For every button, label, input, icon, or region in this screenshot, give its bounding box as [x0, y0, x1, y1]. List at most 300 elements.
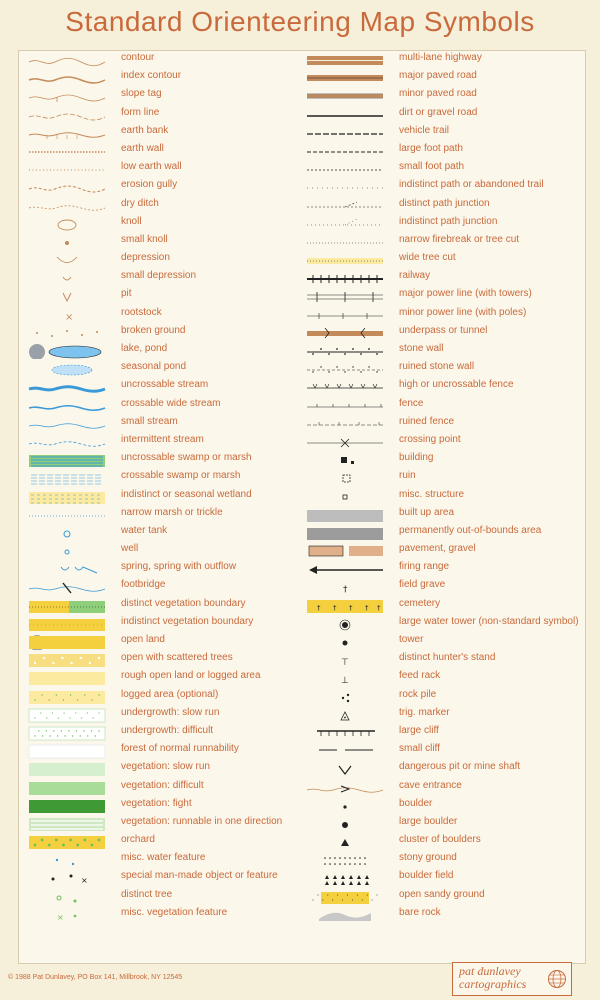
legend-label: stony ground — [399, 852, 457, 864]
trig-marker-icon — [305, 707, 385, 723]
legend-row — [305, 451, 585, 469]
legend-label: railway — [399, 270, 431, 282]
legend-row — [25, 451, 295, 469]
water-tower-icon — [305, 616, 385, 632]
legend-label: seasonal pond — [121, 361, 187, 373]
undergrowth-difficult-icon — [27, 725, 107, 741]
legend-label: narrow marsh or trickle — [121, 506, 223, 518]
legend-label: undergrowth: difficult — [121, 724, 214, 736]
earth-wall-icon — [27, 143, 107, 159]
knoll-icon — [27, 216, 107, 232]
legend-label: boulder — [399, 797, 433, 809]
major-power-icon — [305, 288, 385, 304]
open-scattered-icon — [27, 652, 107, 668]
stony-ground-icon — [305, 852, 385, 868]
legend-row — [25, 378, 295, 396]
legend-label: large water tower (non-standard symbol) — [399, 615, 579, 627]
legend-label: cemetery — [399, 597, 441, 609]
rootstock-icon — [27, 307, 107, 323]
legend-row — [305, 724, 585, 742]
high-fence-icon — [305, 379, 385, 395]
small-path-icon — [305, 161, 385, 177]
legend-label: large foot path — [399, 142, 463, 154]
legend-row — [305, 542, 585, 560]
legend-row — [305, 488, 585, 506]
legend-label: large boulder — [399, 815, 458, 827]
legend-row — [25, 688, 295, 706]
orchard-icon — [27, 834, 107, 850]
rock-pile-icon — [305, 689, 385, 705]
legend-row — [25, 506, 295, 524]
legend-row — [305, 69, 585, 87]
copyright-footer: © 1988 Pat Dunlavey, PO Box 141, Millbrook, NY 12545 — [8, 974, 183, 981]
legend-row — [25, 178, 295, 196]
legend-label: undergrowth: slow run — [121, 706, 220, 718]
legend-row — [305, 269, 585, 287]
uncrossable-swamp-icon — [27, 452, 107, 468]
legend-row — [305, 178, 585, 196]
special-manmade-icon — [27, 870, 107, 886]
spring-icon — [27, 561, 107, 577]
legend-label: pit — [121, 288, 132, 300]
bare-rock-icon — [305, 907, 385, 923]
major-road-icon — [305, 70, 385, 86]
legend-row — [25, 779, 295, 797]
svg-text:†: † — [333, 603, 337, 612]
legend-row — [305, 578, 585, 596]
broken-ground-icon — [27, 325, 107, 341]
uncrossable-stream-icon — [27, 379, 107, 395]
legend-label: cluster of boulders — [399, 834, 481, 846]
legend-row — [25, 142, 295, 160]
legend-row — [25, 742, 295, 760]
legend-label: crossing point — [399, 433, 461, 445]
legend-label: special man-made object or feature — [121, 870, 278, 882]
legend-label: stone wall — [399, 343, 444, 354]
legend-row — [305, 833, 585, 851]
misc-veg-icon — [27, 907, 107, 923]
legend-label: rough open land or logged area — [121, 670, 261, 682]
indistinct-junction-icon — [305, 216, 385, 232]
legend-label: high or uncrossable fence — [399, 379, 514, 391]
svg-text:†: † — [317, 603, 321, 612]
legend-label: indistinct path junction — [399, 215, 498, 227]
legend-row — [25, 615, 295, 633]
ruined-wall-icon — [305, 361, 385, 377]
legend-label: crossable swamp or marsh — [121, 470, 241, 482]
legend-row — [25, 797, 295, 815]
legend-row — [305, 869, 585, 887]
legend-row — [25, 87, 295, 105]
wide-cut-icon — [305, 252, 385, 268]
legend-label: vehicle trail — [399, 124, 450, 136]
dry-ditch-icon — [27, 198, 107, 214]
legend-row — [305, 360, 585, 378]
legend-label: building — [399, 452, 434, 464]
misc-water-icon — [27, 852, 107, 868]
intermittent-stream-icon — [27, 434, 107, 450]
legend-label: well — [121, 543, 139, 555]
large-cliff-icon — [305, 725, 385, 741]
pit-icon — [27, 288, 107, 304]
wetland-icon — [27, 489, 107, 505]
legend-row — [25, 888, 295, 906]
legend-label: misc. water feature — [121, 852, 206, 864]
legend-row — [305, 615, 585, 633]
legend-label: distinct tree — [121, 888, 173, 900]
legend-row — [305, 760, 585, 778]
legend-label: open with scattered trees — [121, 652, 233, 664]
legend-label: wide tree cut — [399, 252, 456, 264]
legend-row — [305, 779, 585, 797]
legend-row — [305, 51, 585, 69]
legend-row — [25, 833, 295, 851]
legend-label: field grave — [399, 579, 446, 591]
form-line-icon — [27, 107, 107, 123]
legend-label: earth bank — [121, 124, 169, 136]
legend-row — [305, 633, 585, 651]
small-depression-icon — [27, 270, 107, 286]
misc-structure-icon — [305, 489, 385, 505]
legend-row — [25, 342, 295, 360]
pavement-icon — [305, 543, 385, 559]
svg-text:†: † — [377, 603, 381, 612]
legend-row — [25, 906, 295, 924]
legend-label: lake, pond — [121, 343, 168, 354]
legend-label: small depression — [121, 270, 197, 282]
low-earth-wall-icon — [27, 161, 107, 177]
page-title: Standard Orienteering Map Symbols — [65, 6, 535, 37]
legend-row — [305, 524, 585, 542]
small-stream-icon — [27, 416, 107, 432]
legend-label: cave entrance — [399, 779, 462, 791]
legend-label: misc. structure — [399, 488, 465, 500]
legend-row — [25, 233, 295, 251]
minor-power-icon — [305, 307, 385, 323]
legend-row — [25, 651, 295, 669]
stone-wall-icon — [305, 343, 385, 359]
legend-label: broken ground — [121, 324, 186, 336]
legend-row — [305, 560, 585, 578]
erosion-gully-icon — [27, 179, 107, 195]
legend-row — [305, 124, 585, 142]
legend-label: footbridge — [121, 579, 166, 591]
svg-text:†: † — [343, 585, 348, 596]
undergrowth-slow-icon — [27, 707, 107, 723]
feed-rack-icon — [305, 670, 385, 686]
veg-fight-icon — [27, 798, 107, 814]
legend-row — [25, 106, 295, 124]
legend-label: forest of normal runnability — [121, 743, 239, 755]
legend-row — [305, 815, 585, 833]
index-contour-icon — [27, 70, 107, 86]
legend-row — [305, 233, 585, 251]
legend-row — [25, 669, 295, 687]
legend-label: fence — [399, 397, 424, 409]
legend-label: crossable wide stream — [121, 397, 221, 409]
legend-row — [305, 324, 585, 342]
legend-row — [305, 215, 585, 233]
veg-difficult-icon — [27, 780, 107, 796]
distinct-veg-boundary-icon — [27, 598, 107, 614]
firebreak-icon — [305, 234, 385, 250]
contour-icon — [27, 52, 107, 68]
legend-label: major power line (with towers) — [399, 288, 532, 300]
legend-row — [25, 597, 295, 615]
legend-row — [25, 160, 295, 178]
veg-one-direction-icon — [27, 816, 107, 832]
legend-label: open sandy ground — [399, 888, 485, 900]
legend-row — [305, 106, 585, 124]
legend-panel — [18, 50, 586, 964]
globe-icon — [547, 969, 567, 989]
legend-row — [305, 306, 585, 324]
legend-row — [305, 506, 585, 524]
legend-label: orchard — [121, 834, 155, 846]
built-up-icon — [305, 507, 385, 523]
boulder-field-icon — [305, 870, 385, 886]
svg-text:†: † — [365, 603, 369, 612]
legend-label: vegetation: difficult — [121, 779, 204, 791]
legend-row — [305, 433, 585, 451]
legend-label: spring, spring with outflow — [121, 561, 237, 573]
cemetery-icon — [305, 598, 385, 614]
crossable-wide-stream-icon — [27, 398, 107, 414]
legend-label: bare rock — [399, 906, 441, 918]
legend-label: open land — [121, 634, 165, 645]
legend-row — [25, 397, 295, 415]
lake-icon — [27, 343, 107, 359]
svg-text:×: × — [65, 311, 74, 323]
ruin-icon — [305, 470, 385, 486]
large-path-icon — [305, 143, 385, 159]
legend-label: built up area — [399, 506, 455, 518]
legend-label: indistinct or seasonal wetland — [121, 488, 252, 500]
legend-row — [25, 197, 295, 215]
legend-label: firing range — [399, 561, 450, 573]
legend-label: feed rack — [399, 670, 441, 682]
legend-row — [305, 797, 585, 815]
legend-label: earth wall — [121, 142, 164, 154]
crossing-point-icon — [305, 434, 385, 450]
legend-label: minor power line (with poles) — [399, 306, 527, 318]
legend-label: vegetation: fight — [121, 797, 192, 809]
legend-label: dangerous pit or mine shaft — [399, 761, 521, 773]
legend-label: minor paved road — [399, 88, 477, 100]
legend-row — [25, 542, 295, 560]
legend-label: uncrossable swamp or marsh — [121, 452, 252, 464]
brand-line-2: cartographics — [459, 977, 527, 991]
boulder-icon — [305, 798, 385, 814]
legend-label: distinct path junction — [399, 197, 490, 209]
legend-label: small cliff — [399, 743, 440, 755]
legend-row — [305, 669, 585, 687]
legend-row — [305, 742, 585, 760]
svg-text:×: × — [81, 876, 88, 886]
legend-label: small knoll — [121, 233, 168, 245]
legend-row — [25, 488, 295, 506]
legend-label: vegetation: slow run — [121, 761, 210, 773]
svg-text:†: † — [349, 603, 353, 612]
dirt-road-icon — [305, 107, 385, 123]
cave-icon — [305, 780, 385, 796]
large-boulder-icon — [305, 816, 385, 832]
legend-row — [305, 651, 585, 669]
legend-label: index contour — [121, 70, 182, 82]
legend-label: dirt or gravel road — [399, 106, 478, 118]
legend-row — [25, 560, 295, 578]
legend-label: trig. marker — [399, 706, 450, 718]
legend-label: small stream — [121, 415, 178, 427]
legend-label: rootstock — [121, 306, 162, 318]
legend-label: rock pile — [399, 688, 437, 700]
legend-row — [25, 287, 295, 305]
legend-label: narrow firebreak or tree cut — [399, 233, 520, 245]
mine-shaft-icon — [305, 761, 385, 777]
firing-range-icon — [305, 561, 385, 577]
well-icon — [27, 543, 107, 559]
legend-row — [25, 415, 295, 433]
legend-row — [25, 869, 295, 887]
legend-row — [305, 688, 585, 706]
legend-label: permanently out-of-bounds area — [399, 524, 542, 536]
underpass-icon — [305, 325, 385, 341]
legend-row — [305, 160, 585, 178]
legend-label: distinct hunter's stand — [399, 652, 496, 664]
right-column — [305, 51, 585, 924]
legend-row — [25, 324, 295, 342]
legend-label: small foot path — [399, 161, 465, 173]
legend-label: ruin — [399, 470, 416, 482]
legend-label: water tank — [121, 524, 168, 536]
legend-row — [25, 524, 295, 542]
veg-slow-icon — [27, 761, 107, 777]
legend-label: slope tag — [121, 88, 162, 100]
legend-row — [25, 269, 295, 287]
legend-row — [25, 706, 295, 724]
sandy-ground-icon — [305, 889, 385, 905]
water-tank-icon — [27, 525, 107, 541]
legend-row — [305, 597, 585, 615]
fence-icon — [305, 398, 385, 414]
indistinct-path-icon — [305, 179, 385, 195]
legend-label: low earth wall — [121, 161, 182, 173]
depression-icon — [27, 252, 107, 268]
earth-bank-icon — [27, 125, 107, 141]
legend-row — [25, 578, 295, 596]
legend-row — [25, 469, 295, 487]
legend-row — [305, 342, 585, 360]
slope-tag-icon — [27, 88, 107, 104]
legend-label: distinct vegetation boundary — [121, 597, 246, 609]
building-icon — [305, 452, 385, 468]
legend-row — [305, 378, 585, 396]
legend-row — [305, 415, 585, 433]
highway-icon — [305, 52, 385, 68]
legend-row — [25, 360, 295, 378]
legend-label: indistinct path or abandoned trail — [399, 179, 544, 191]
legend-row — [25, 760, 295, 778]
minor-road-icon — [305, 88, 385, 104]
legend-label: vegetation: runnable in one direction — [121, 815, 283, 827]
small-cliff-icon — [305, 743, 385, 759]
legend-row — [305, 469, 585, 487]
legend-row — [25, 251, 295, 269]
legend-row — [305, 87, 585, 105]
legend-label: pavement, gravel — [399, 543, 476, 555]
legend-row — [25, 815, 295, 833]
legend-label: erosion gully — [121, 179, 178, 191]
brand-line-1: pat dunlavey — [459, 964, 521, 978]
small-knoll-icon — [27, 234, 107, 250]
legend-label: uncrossable stream — [121, 379, 209, 391]
legend-label: knoll — [121, 215, 142, 227]
legend-label: contour — [121, 52, 155, 63]
legend-label: boulder field — [399, 870, 454, 882]
logged-area-icon — [27, 689, 107, 705]
legend-label: multi-lane highway — [399, 52, 482, 63]
tower-icon — [305, 634, 385, 650]
legend-row — [25, 433, 295, 451]
legend-label: misc. vegetation feature — [121, 906, 228, 918]
footbridge-icon — [27, 579, 107, 595]
vehicle-trail-icon — [305, 125, 385, 141]
legend-label: indistinct vegetation boundary — [121, 615, 254, 627]
legend-row — [305, 287, 585, 305]
legend-label: intermittent stream — [121, 433, 204, 445]
field-grave-icon — [305, 579, 385, 595]
legend-row — [305, 906, 585, 924]
forest-normal-icon — [27, 743, 107, 759]
legend-label: form line — [121, 106, 160, 118]
legend-row — [25, 51, 295, 69]
publisher-logo — [452, 962, 572, 996]
seasonal-pond-icon — [27, 361, 107, 377]
legend-label: ruined stone wall — [399, 361, 475, 373]
legend-row — [25, 306, 295, 324]
legend-row — [305, 706, 585, 724]
legend-row — [305, 142, 585, 160]
legend-row — [25, 215, 295, 233]
svg-text:⊥: ⊥ — [341, 676, 349, 687]
hunter-stand-icon — [305, 652, 385, 668]
legend-row — [25, 633, 295, 651]
legend-label: logged area (optional) — [121, 688, 219, 700]
legend-row — [25, 69, 295, 87]
ruined-fence-icon — [305, 416, 385, 432]
legend-label: major paved road — [399, 70, 477, 82]
legend-row — [305, 851, 585, 869]
narrow-marsh-icon — [27, 507, 107, 523]
legend-label: underpass or tunnel — [399, 324, 488, 336]
railway-icon — [305, 270, 385, 286]
indistinct-veg-boundary-icon — [27, 616, 107, 632]
distinct-tree-icon — [27, 889, 107, 905]
legend-row — [25, 124, 295, 142]
left-column — [25, 51, 295, 924]
legend-row — [25, 851, 295, 869]
legend-label: ruined fence — [399, 415, 455, 427]
legend-row — [305, 251, 585, 269]
rough-open-icon — [27, 670, 107, 686]
svg-text:×: × — [57, 912, 64, 922]
legend-label: dry ditch — [121, 197, 159, 209]
legend-row — [305, 197, 585, 215]
legend-label: depression — [121, 252, 170, 264]
legend-row — [25, 724, 295, 742]
open-land-icon — [27, 634, 107, 650]
crossable-swamp-icon — [27, 470, 107, 486]
